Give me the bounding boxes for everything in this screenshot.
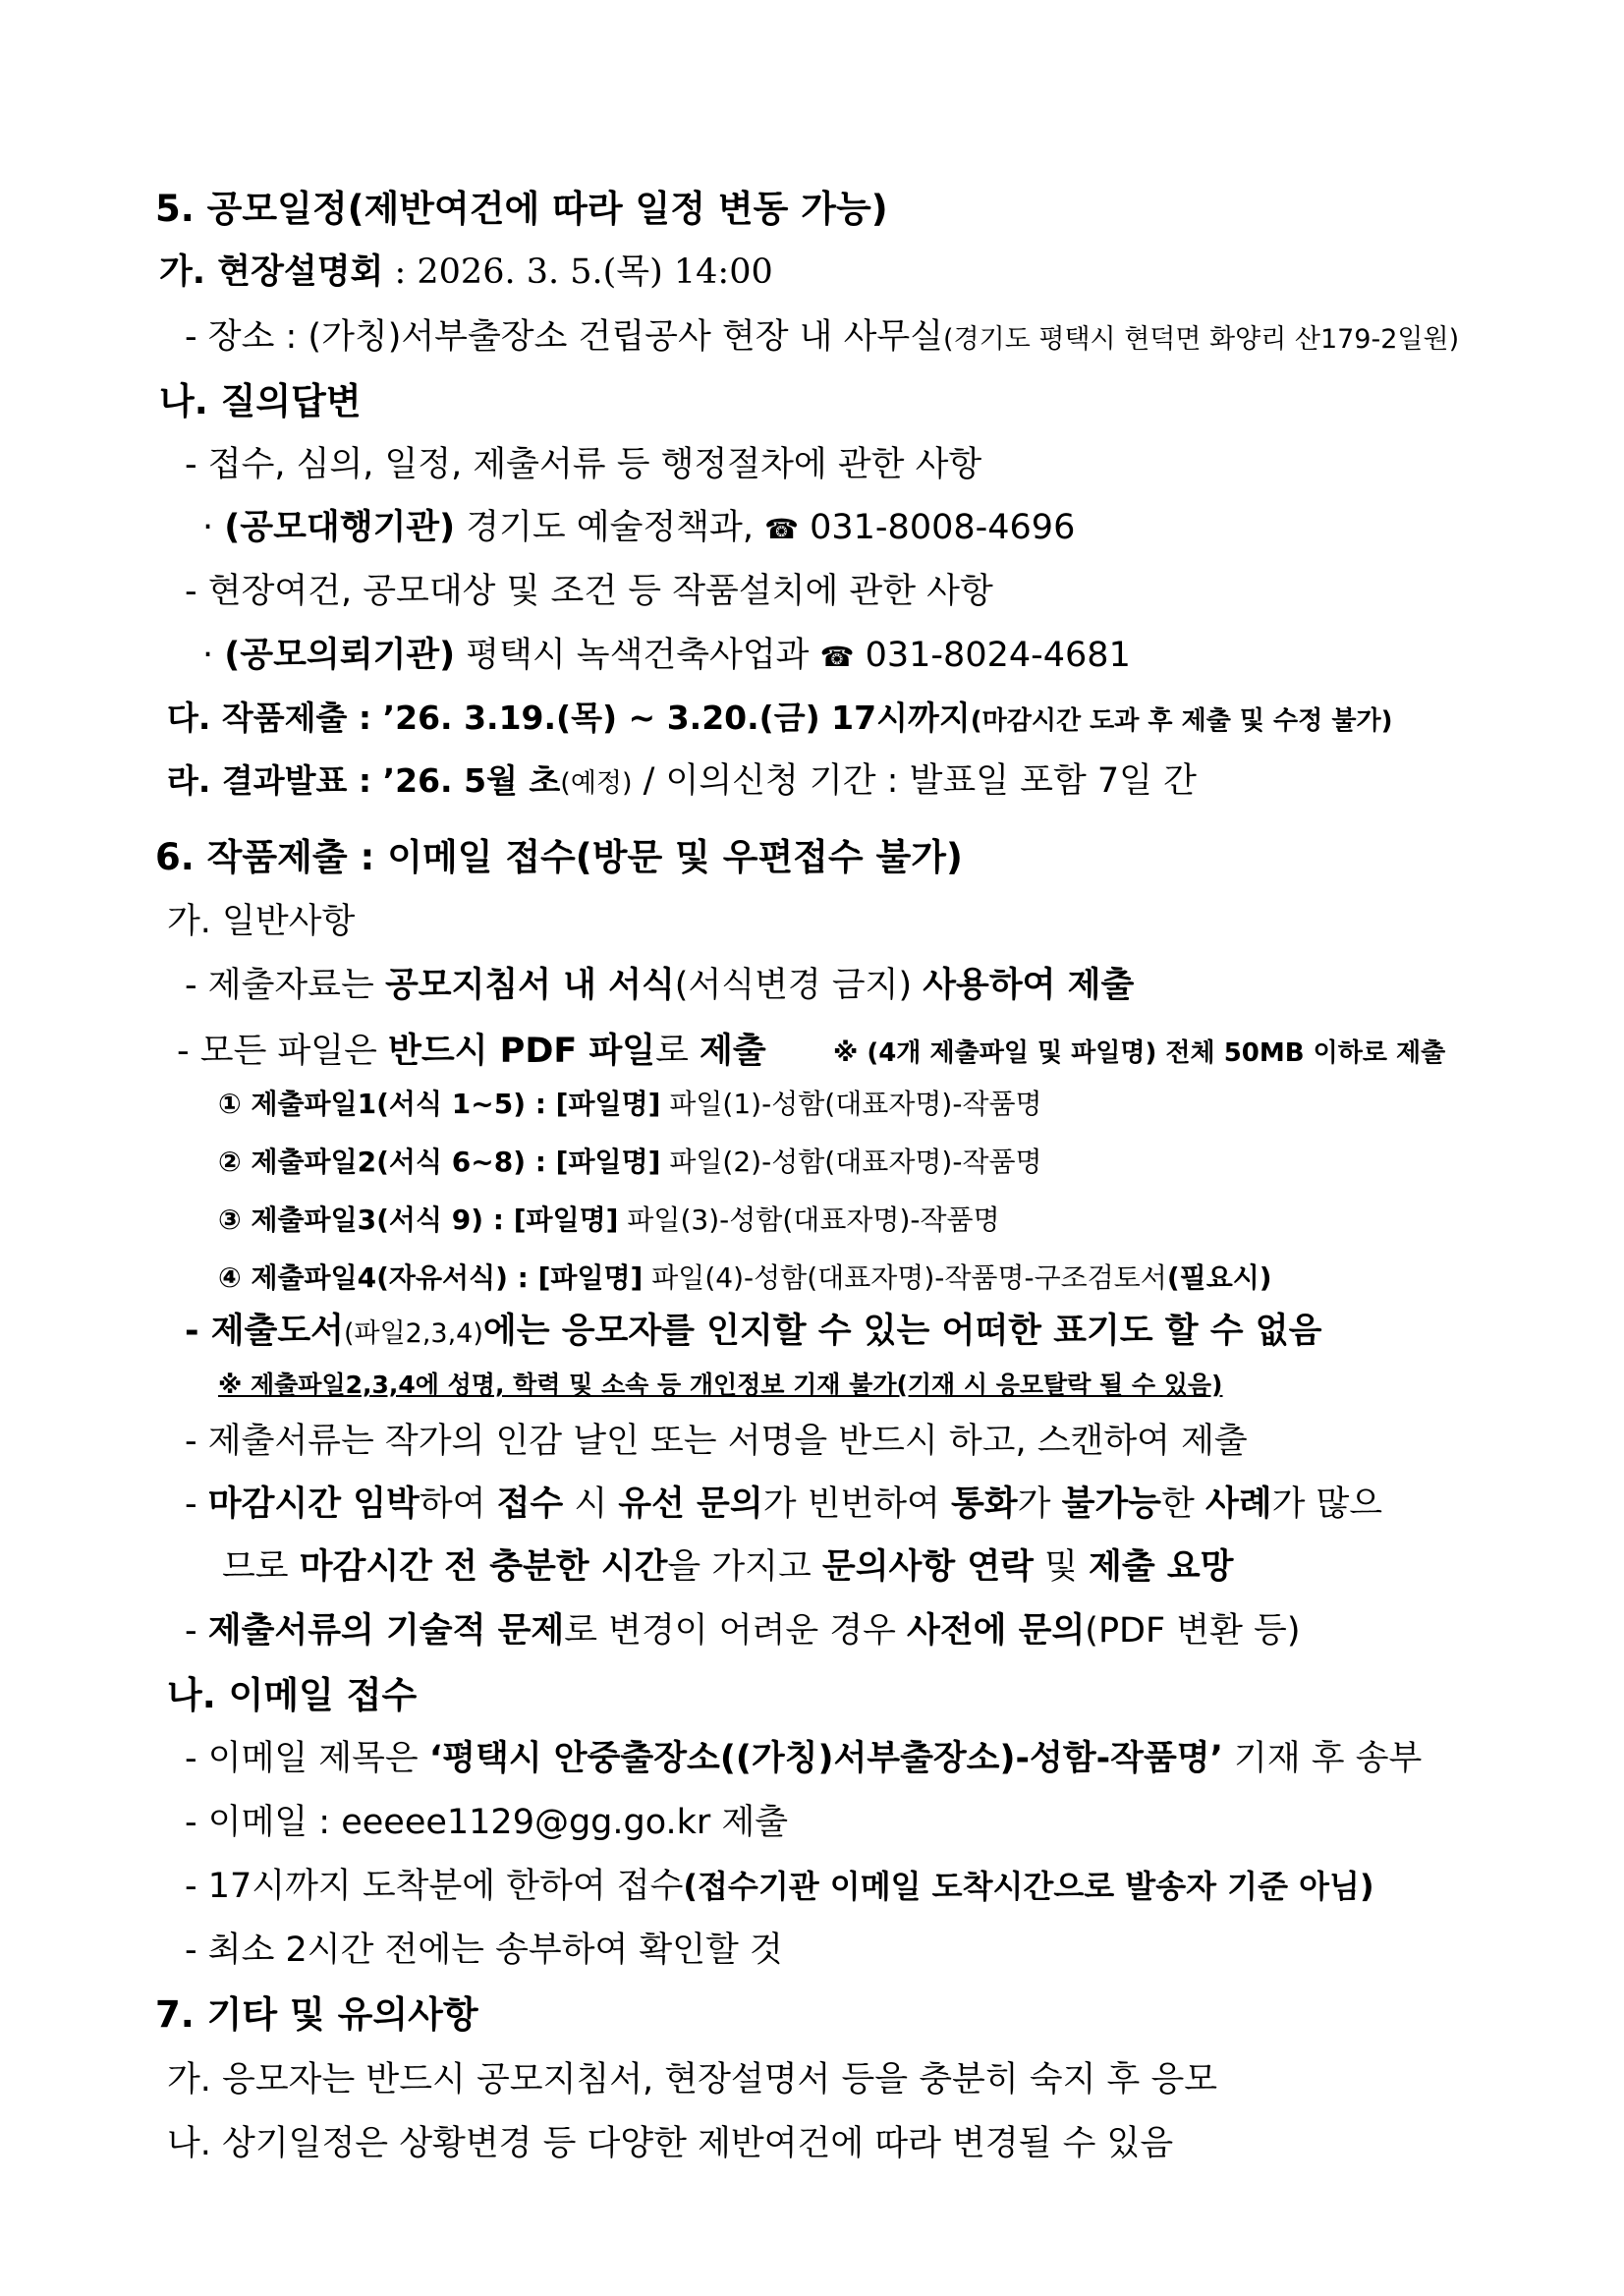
file-name: 파일(1)-성함(대표자명)-작품명 [660,1088,1042,1120]
pdf-size-note: ※ (4개 제출파일 및 파일명) 전체 50MB 이하로 제출 [833,1038,1446,1068]
text: - [185,1484,208,1524]
text-bold: - 제출도서 [185,1312,344,1351]
general-item-anonymity [185,1312,1321,1351]
text: - 17시까지 도착분에 한하여 접수 [185,1867,684,1906]
result-label: 라. 결과발표 : ’26. 5월 초 [167,761,561,800]
qa-heading: 나. 질의답변 [159,380,362,422]
email-item-deadline [185,1867,1374,1906]
personal-info-warning: ※ 제출파일2,3,4에 성명, 학력 및 소속 등 개인정보 기재 불가(기재 시 응모탈락 될 수 있음) [218,1371,1223,1399]
text: 므로 [222,1547,300,1587]
file-item-3 [218,1204,1000,1236]
notice-item-a: 가. 응모자는 반드시 공모지침서, 현장설명서 등을 충분히 숙지 후 응모 [167,2060,1218,2100]
place-text: - 장소 : (가칭)서부출장소 건립공사 현장 내 사무실 [185,317,944,357]
section-7-heading: 7. 기타 및 유의사항 [155,1993,478,2036]
qa-item-admin: - 접수, 심의, 일정, 제출서류 등 행정절차에 관한 사항 [185,445,982,484]
text-bold: 제출 [700,1032,766,1071]
general-heading: 가. 일반사항 [167,902,356,941]
agency-label: (공모대행기관) [224,508,456,547]
file-label: ③ 제출파일3(서식 9) : [파일명] [218,1204,619,1236]
qa-client-contact [202,636,1131,675]
submission-period [167,699,1392,738]
file-item-2 [218,1147,1042,1178]
text-bold: 마감시간 전 충분한 시간 [299,1547,668,1587]
text-bold: 불가능 [1061,1484,1161,1524]
site-briefing-row [159,252,773,292]
bullet-dot: · [202,508,225,547]
general-item-signature: - 제출서류는 작가의 인감 날인 또는 서명을 반드시 하고, 스캔하여 제출 [185,1422,1248,1461]
client-label: (공모의뢰기관) [224,636,456,675]
text: (PDF 변환 등) [1085,1611,1301,1651]
text: (서식변경 금지) [674,966,924,1005]
notice-item-b: 나. 상기일정은 상황변경 등 다양한 제반여건에 따라 변경될 수 있음 [167,2124,1174,2163]
text-bold: 공모지침서 내 서식 [384,966,675,1005]
general-item-forms [185,966,1134,1005]
text-bold: 유선 문의 [618,1484,763,1524]
phone-icon: ☎ [764,513,799,545]
file-label: ④ 제출파일4(자유서식) : [파일명] [218,1261,644,1294]
client-dept: 평택시 녹색건축사업과 [455,636,820,675]
text: 하여 [419,1484,497,1524]
submission-period-text: 다. 작품제출 : ’26. 3.19.(목) ~ 3.20.(금) 17시까지 [167,699,971,737]
text: - 모든 파일은 [177,1032,389,1071]
result-rest: / 이의신청 기간 : 발표일 포함 7일 간 [632,761,1197,801]
text-bold: 제출서류의 기술적 문제 [207,1611,565,1651]
client-phone[interactable]: 031-8024-4681 [854,636,1131,675]
site-briefing-label: 가. 현장설명회 [159,252,384,292]
text-bold: 반드시 PDF 파일 [388,1032,656,1071]
text-bold: 접수 [496,1484,564,1524]
text-bold: ‘평택시 안중출장소((가칭)서부출장소)-성함-작품명’ [428,1739,1223,1778]
file-label: ① 제출파일1(서식 1~5) : [파일명] [218,1088,661,1120]
general-item-technical [185,1611,1300,1651]
text: 로 변경이 어려운 경우 [564,1611,908,1651]
text-bold: 사례 [1204,1484,1272,1524]
site-briefing-date: : 2026. 3. 5.(목) 14:00 [383,252,773,292]
text: 시 [563,1484,619,1524]
text: - [185,1611,208,1651]
text: 가 빈번하여 [762,1484,951,1524]
text: 한 [1161,1484,1205,1524]
result-paren: (예정) [560,768,633,799]
file-item-1 [218,1089,1042,1120]
place-address: (경기도 평택시 현덕면 화양리 산179-2일원) [943,324,1460,355]
result-announcement [167,761,1197,801]
bullet-dot: · [202,636,225,675]
text-bold: 제출 요망 [1089,1547,1234,1587]
file-label: ② 제출파일2(서식 6~8) : [파일명] [218,1146,661,1178]
text: 로 [655,1032,700,1071]
phone-icon: ☎ [819,641,855,673]
text: - 이메일 제목은 [185,1739,429,1778]
text: 기재 후 송부 [1222,1739,1423,1778]
text-bold: (접수기관 이메일 도착시간으로 발송자 기준 아님) [683,1868,1374,1905]
email-item-subject [185,1739,1422,1778]
text-bold: 에는 응모자를 인지할 수 있는 어떠한 표기도 할 수 없음 [482,1312,1322,1351]
text: 및 [1033,1547,1090,1587]
agency-dept: 경기도 예술정책과, [455,508,765,547]
general-item-deadline-line1 [185,1484,1382,1524]
qa-item-site: - 현장여건, 공모대상 및 조건 등 작품설치에 관한 사항 [185,572,993,611]
file-name: 파일(4)-성함(대표자명)-작품명-구조검토서 [643,1261,1167,1294]
qa-agency-contact [202,508,1075,547]
text: - 제출자료는 [185,966,385,1005]
agency-phone[interactable]: 031-8008-4696 [799,508,1076,547]
general-item-deadline-line2 [222,1547,1233,1587]
general-item-pdf [177,1032,766,1071]
submission-period-note: (마감시간 도과 후 제출 및 수정 불가) [970,706,1393,736]
text-bold: 사전에 문의 [907,1611,1086,1651]
file-tail: (필요시) [1166,1261,1272,1294]
file-name: 파일(2)-성함(대표자명)-작품명 [660,1146,1042,1178]
file-item-4 [218,1262,1272,1294]
section-5-heading: 5. 공모일정(제반여건에 따라 일정 변동 가능) [155,188,888,230]
text-small: (파일2,3,4) [343,1318,483,1349]
text-bold: 통화 [951,1484,1018,1524]
text: 가 [1017,1484,1062,1524]
email-item-early: - 최소 2시간 전에는 송부하여 확인할 것 [185,1931,783,1970]
text: 가 많으 [1271,1484,1383,1524]
section-6-heading: 6. 작품제출 : 이메일 접수(방문 및 우편접수 불가) [155,836,963,878]
site-briefing-place [185,317,1459,357]
file-name: 파일(3)-성함(대표자명)-작품명 [618,1204,1000,1236]
email-heading: 나. 이메일 접수 [167,1674,418,1716]
text: 을 가지고 [667,1547,822,1587]
email-item-address: - 이메일 : eeeee1129@gg.go.kr 제출 [185,1803,789,1842]
text-bold: 사용하여 제출 [923,966,1135,1005]
text-bold: 문의사항 연락 [821,1547,1034,1587]
text-bold: 마감시간 임박 [207,1484,420,1524]
